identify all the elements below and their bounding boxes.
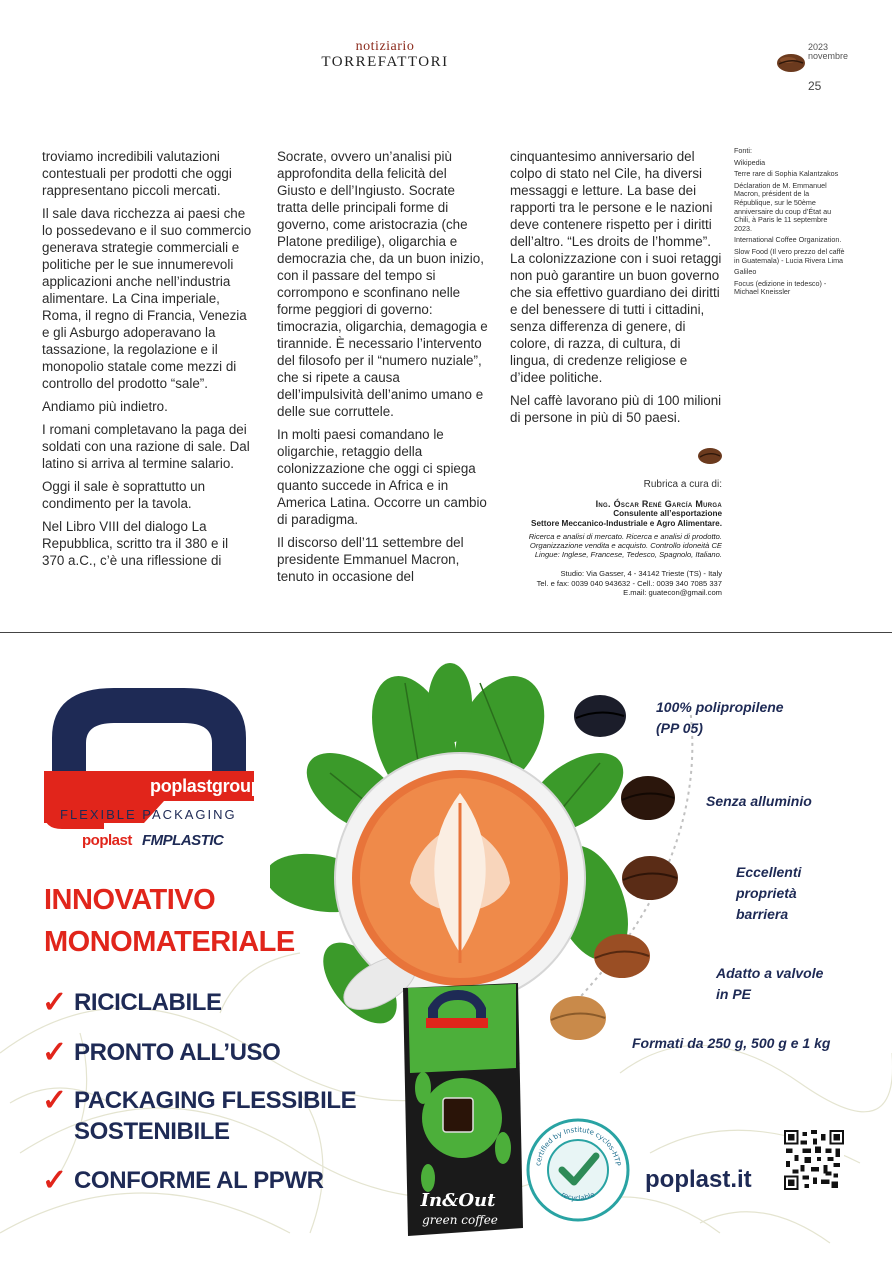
source-item: Déclaration de M. Emmanuel Macron, président de la République, sur le 50ème anniversaire du coup d’État au Chili, à Paris le 11 septembre 2023. bbox=[734, 180, 832, 233]
checkmark-icon: ✓ bbox=[42, 1036, 67, 1069]
masthead-top: notiziario bbox=[355, 39, 415, 54]
author-name: Ing. Óscar René García Murga bbox=[595, 499, 722, 509]
source-item: Slow Food (Il vero prezzo del caffè in Guatemala) - Lucia Rivera Lima bbox=[734, 246, 845, 265]
benefit-text: PACKAGING FLESSIBILE bbox=[74, 1087, 357, 1114]
badge-top-text: certified by Institute cyclos-HTP bbox=[534, 1125, 622, 1167]
checkmark-icon: ✓ bbox=[42, 1084, 67, 1117]
paragraph: In molti paesi comandano le oligarchie, retaggio della colonizzazione che oggi ci spiega quanto succede in Africa e in America Latina. Occorre un cambio di paradigma. bbox=[277, 427, 487, 527]
paragraph: cinquantesimo anniversario del colpo di stato nel Cile, ha diversi messaggi e letture. La base dei rapporti tra le persone e le nazioni deve contenere rispetto per i diritti dell’altro. “Les droits de l’homme”. La colonizzazione con i suoi retaggi non può garantire un buon governo che sia effettivo guardiano dei diritti e del benessere di tutti i cittadini, senza differenza di genere, di colore, di razza, di cultura, di lingua, di credenze religiose e d’idee politiche. bbox=[510, 149, 722, 385]
feature-text: 100% polipropilene bbox=[656, 699, 784, 715]
benefit-item bbox=[42, 1165, 324, 1196]
benefit-item bbox=[42, 1037, 280, 1068]
paragraph: troviamo incredibili valutazioni contestuali per prodotti che oggi rappresentano piccoli mercati. bbox=[42, 149, 232, 198]
author-email[interactable]: E.mail: guatecon@gmail.com bbox=[623, 588, 722, 597]
issue-year: 2023 bbox=[808, 42, 829, 52]
coffee-bean-icon bbox=[776, 52, 806, 74]
feature-text: barriera bbox=[736, 906, 789, 922]
feature-label bbox=[716, 963, 823, 1005]
source-item: Focus (edizione in tedesco) - Michael Kneissler bbox=[734, 278, 827, 297]
issue-date bbox=[808, 43, 848, 61]
headline-line-2: MONOMATERIALE bbox=[44, 926, 295, 958]
bag-subtitle: green coffee bbox=[422, 1213, 498, 1227]
sources-list bbox=[734, 147, 846, 300]
coffee-beans-ladder bbox=[540, 688, 700, 1048]
website-link[interactable]: poplast.it bbox=[645, 1166, 752, 1193]
paragraph: Il sale dava ricchezza ai paesi che lo possedevano e il suo commercio generava strategie commerciali e politiche per le sue innumerevoli applicazioni anche nell’industria alimentare. La Cina imperiale, Roma, il regno di Francia, Venezia e gli Asburgo adoperavano la tassazione, la regolazione e il monopolio statale come mezzi di controllo del prodotto “sale”. bbox=[42, 206, 252, 391]
source-item: Wikipedia bbox=[734, 157, 766, 167]
logo-tagline: FLEXIBLE PACKAGING bbox=[60, 807, 237, 822]
checkmark-icon: ✓ bbox=[42, 986, 67, 1019]
sub-brands bbox=[82, 832, 223, 849]
paragraph: Andiamo più indietro. bbox=[42, 399, 168, 414]
source-item: International Coffee Organization. bbox=[734, 235, 842, 245]
author-address: Studio: Via Gasser, 4 - 34142 Trieste (TS) - Italy bbox=[560, 569, 722, 578]
coffee-bean-icon bbox=[697, 446, 723, 466]
issue-month: novembre bbox=[808, 51, 849, 61]
paragraph: Il discorso dell’11 settembre del presidente Emmanuel Macron, tenuto in occasione del bbox=[277, 535, 464, 584]
paragraph: Nel caffè lavorano più di 100 milioni di persone in più di 50 paesi. bbox=[510, 393, 722, 425]
author-languages: Lingue: Inglese, Francese, Tedesco, Spagnolo, Italiano. bbox=[534, 550, 722, 559]
paragraph: Nel Libro VIII del dialogo La Repubblica, scritto tra il 380 e il 370 a.C., c’è una riflessione di bbox=[42, 519, 229, 568]
benefit-text: CONFORME AL PPWR bbox=[74, 1167, 324, 1194]
author-sector: Settore Meccanico-Industriale e Agro Alimentare. bbox=[531, 519, 722, 528]
brand-fmplastic: FMPLASTIC bbox=[142, 832, 224, 849]
checkmark-icon: ✓ bbox=[42, 1164, 67, 1197]
article-column-2 bbox=[277, 148, 489, 591]
feature-label bbox=[706, 791, 812, 812]
headline-line-1: INNOVATIVO bbox=[44, 884, 216, 916]
ad-headline bbox=[44, 879, 295, 963]
benefit-text: PRONTO ALL’USO bbox=[74, 1039, 281, 1066]
feature-label bbox=[632, 1033, 830, 1054]
brand-poplast: poplast bbox=[82, 832, 132, 849]
feature-text: Eccellenti bbox=[736, 864, 802, 880]
rubrica-label: Rubrica a cura di: bbox=[643, 479, 722, 490]
masthead-bottom: TORREFATTORI bbox=[321, 54, 449, 70]
feature-text: Senza alluminio bbox=[706, 793, 812, 809]
author-services: Ricerca e analisi di mercato. Ricerca e analisi di prodotto. bbox=[528, 532, 722, 541]
badge-bottom-text: recyclable bbox=[559, 1190, 597, 1203]
qr-code[interactable] bbox=[784, 1130, 844, 1190]
benefit-item bbox=[42, 987, 222, 1018]
source-item: Terre rare di Sophia Kalantzakos bbox=[734, 169, 839, 179]
coffee-bag-illustration bbox=[398, 978, 528, 1243]
feature-text: Formati da 250 g, 500 g e 1 kg bbox=[632, 1035, 831, 1051]
author-block bbox=[480, 499, 722, 598]
feature-text: Adatto a valvole bbox=[716, 965, 824, 981]
author-services: Organizzazione vendita e acquisto. Controllo idoneità CE bbox=[529, 541, 722, 550]
sources-title: Fonti: bbox=[734, 146, 752, 155]
article-column-1 bbox=[42, 148, 254, 575]
feature-text: proprietà bbox=[736, 885, 797, 901]
recyclable-certification-badge bbox=[526, 1118, 630, 1222]
author-phone: Tel. e fax: 0039 040 943632 - Cell.: 0039 340 7085 337 bbox=[536, 578, 722, 588]
paragraph: Oggi il sale è soprattutto un condimento per la tavola. bbox=[42, 479, 206, 511]
feature-text: (PP 05) bbox=[656, 720, 703, 736]
paragraph: I romani completavano la paga dei soldati con una razione di sale. Dal latino si arriva al termine salario. bbox=[42, 422, 250, 471]
article-column-3 bbox=[510, 148, 722, 432]
feature-label bbox=[736, 862, 801, 925]
feature-label bbox=[656, 697, 784, 739]
benefit-text: RICICLABILE bbox=[74, 989, 222, 1016]
source-item: Galileo bbox=[734, 267, 757, 277]
benefit-text: SOSTENIBILE bbox=[74, 1118, 230, 1145]
page-number: 25 bbox=[808, 79, 822, 93]
author-role: Consulente all’esportazione bbox=[613, 509, 722, 518]
poplast-advertisement bbox=[0, 633, 892, 1262]
benefit-item bbox=[42, 1085, 356, 1147]
bag-brand: In&Out bbox=[420, 1190, 496, 1211]
logo-wordmark: poplastgroup bbox=[150, 776, 262, 796]
feature-text: in PE bbox=[716, 986, 752, 1002]
paragraph: Socrate, ovvero un’analisi più approfondita della felicità del Giusto e dell’Ingiusto. Socrate tratta delle principali forme di governo, come aristocrazia (che Platone predilige), oligarchia e democrazia che, da un buon inizio, con il passare del tempo si corrompono e sconfinano nelle forme peggiori di governo: timocrazia, oligarchia, demagogia e tirannide. È necessario l’intervento del filosofo per il “numero nuziale”, che si ripete a causa dell’impulsività dell’animo umano e delle sue corruttele. bbox=[277, 149, 488, 419]
magazine-masthead bbox=[300, 40, 470, 70]
